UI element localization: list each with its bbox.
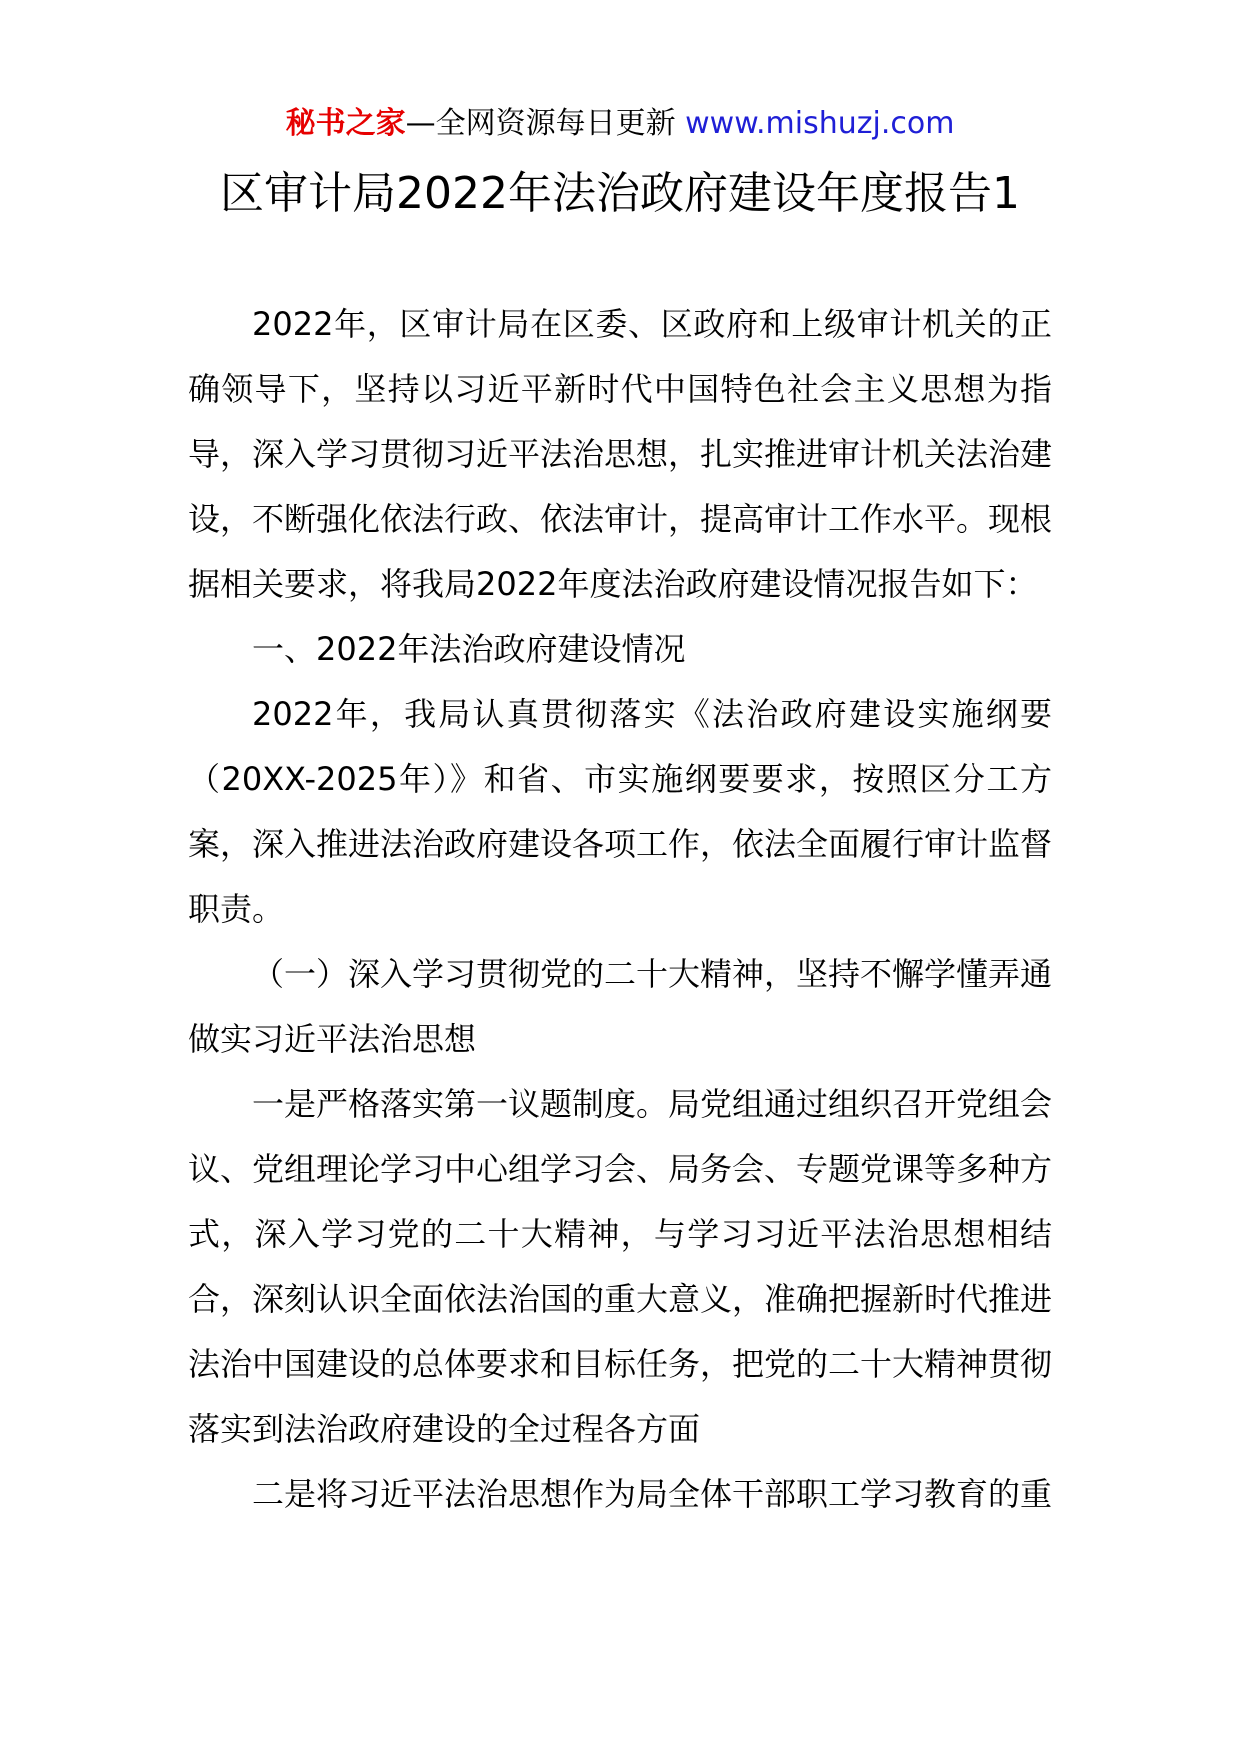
paragraph-section-1: 2022年，我局认真贯彻落实《法治政府建设实施纲要（20XX-2025年）》和省、市实施纲要要求，按照区分工方案，深入推进法治政府建设各项工作，依法全面履行审计监督职责。	[188, 695, 1053, 928]
subsection-heading-1: （一）深入学习贯彻党的二十大精神，坚持不懈学懂弄通做实习近平法治思想	[188, 955, 1053, 1058]
document-body	[188, 292, 1052, 1527]
paragraph-point-1: 一是严格落实第一议题制度。局党组通过组织召开党组会议、党组理论学习中心组学习会、局务会、专题党课等多种方式，深入学习党的二十大精神，与学习习近平法治思想相结合，深刻认识全面依法治国的重大意义，准确把握新时代推进法治中国建设的总体要求和目标任务，把党的二十大精神贯彻落实到法治政府建设的全过程各方面	[188, 1085, 1053, 1448]
site-url[interactable]: www.mishuzj.com	[685, 106, 955, 141]
header-slogan: —全网资源每日更新	[405, 106, 686, 141]
site-header	[0, 102, 1240, 146]
section-heading-1: 一、2022年法治政府建设情况	[252, 630, 686, 668]
paragraph-intro: 2022年，区审计局在区委、区政府和上级审计机关的正确领导下，坚持以习近平新时代中国特色社会主义思想为指导，深入学习贯彻习近平法治思想，扎实推进审计机关法治建设，不断强化依法行政、依法审计，提高审计工作水平。现根据相关要求，将我局2022年度法治政府建设情况报告如下：	[188, 305, 1053, 603]
document-title: 区审计局2022年法治政府建设年度报告1	[220, 168, 1020, 219]
paragraph-point-2: 二是将习近平法治思想作为局全体干部职工学习教育的重	[252, 1475, 1053, 1513]
brand-name: 秘书之家	[285, 106, 406, 141]
